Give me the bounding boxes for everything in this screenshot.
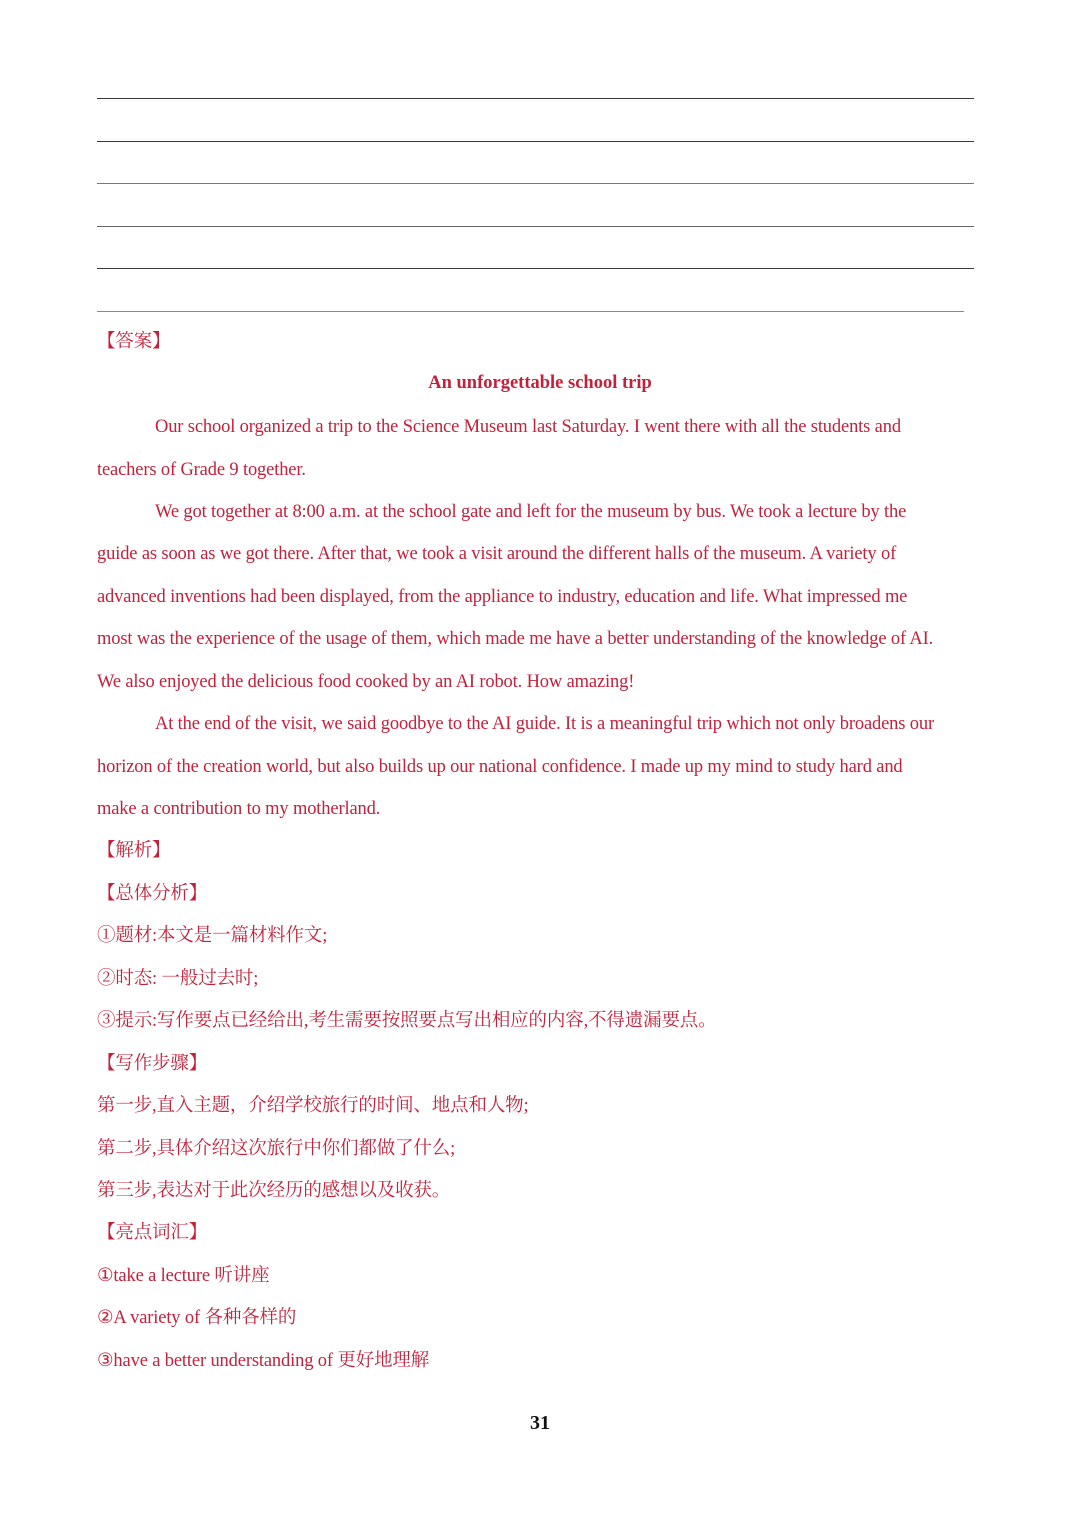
writing-step-item: 第三步,表达对于此次经历的感想以及收获。 — [97, 1181, 451, 1201]
essay-title: An unforgettable school trip — [428, 373, 652, 393]
vocab-item: ②A variety of 各种各样的 — [97, 1308, 297, 1328]
overall-analysis-label: 【总体分析】 — [97, 884, 208, 904]
blank-answer-line — [97, 268, 974, 269]
essay-line: Our school organized a trip to the Science Museum last Saturday. I went there with all the students and — [155, 417, 901, 437]
writing-step-item: 第一步,直入主题，介绍学校旅行的时间、地点和人物; — [97, 1096, 529, 1116]
essay-line: horizon of the creation world, but also builds up our national confidence. I made up my mind to study hard and — [97, 757, 903, 777]
essay-line: advanced inventions had been displayed, from the appliance to industry, education and life. What impressed me — [97, 587, 908, 607]
essay-line: make a contribution to my motherland. — [97, 799, 381, 819]
vocab-label: 【亮点词汇】 — [97, 1223, 208, 1243]
blank-answer-line — [97, 226, 974, 227]
blank-answer-line — [97, 141, 974, 142]
blank-answer-line — [97, 98, 974, 99]
answer-label: 【答案】 — [97, 332, 171, 352]
blank-answer-line — [97, 183, 974, 184]
essay-line: teachers of Grade 9 together. — [97, 460, 306, 480]
blank-answer-line — [97, 311, 964, 312]
essay-line: most was the experience of the usage of them, which made me have a better understanding of the knowledge of AI. — [97, 629, 934, 649]
writing-step-item: 第二步,具体介绍这次旅行中你们都做了什么; — [97, 1139, 456, 1159]
vocab-item: ③have a better understanding of 更好地理解 — [97, 1351, 430, 1371]
overall-analysis-item: ②时态: 一般过去时; — [97, 969, 259, 989]
writing-steps-label: 【写作步骤】 — [97, 1054, 208, 1074]
essay-line: At the end of the visit, we said goodbye to the AI guide. It is a meaningful trip which not only broadens our — [155, 714, 934, 734]
essay-line: We also enjoyed the delicious food cooked by an AI robot. How amazing! — [97, 672, 635, 692]
essay-line: guide as soon as we got there. After that, we took a visit around the different halls of the museum. A variety of — [97, 544, 897, 564]
overall-analysis-item: ③提示:写作要点已经给出,考生需要按照要点写出相应的内容,不得遗漏要点。 — [97, 1011, 717, 1031]
analysis-label: 【解析】 — [97, 841, 171, 861]
overall-analysis-item: ①题材:本文是一篇材料作文; — [97, 926, 328, 946]
vocab-item: ①take a lecture 听讲座 — [97, 1266, 270, 1286]
page-number: 31 — [530, 1412, 550, 1434]
essay-line: We got together at 8:00 a.m. at the school gate and left for the museum by bus. We took a lecture by the — [155, 502, 907, 522]
